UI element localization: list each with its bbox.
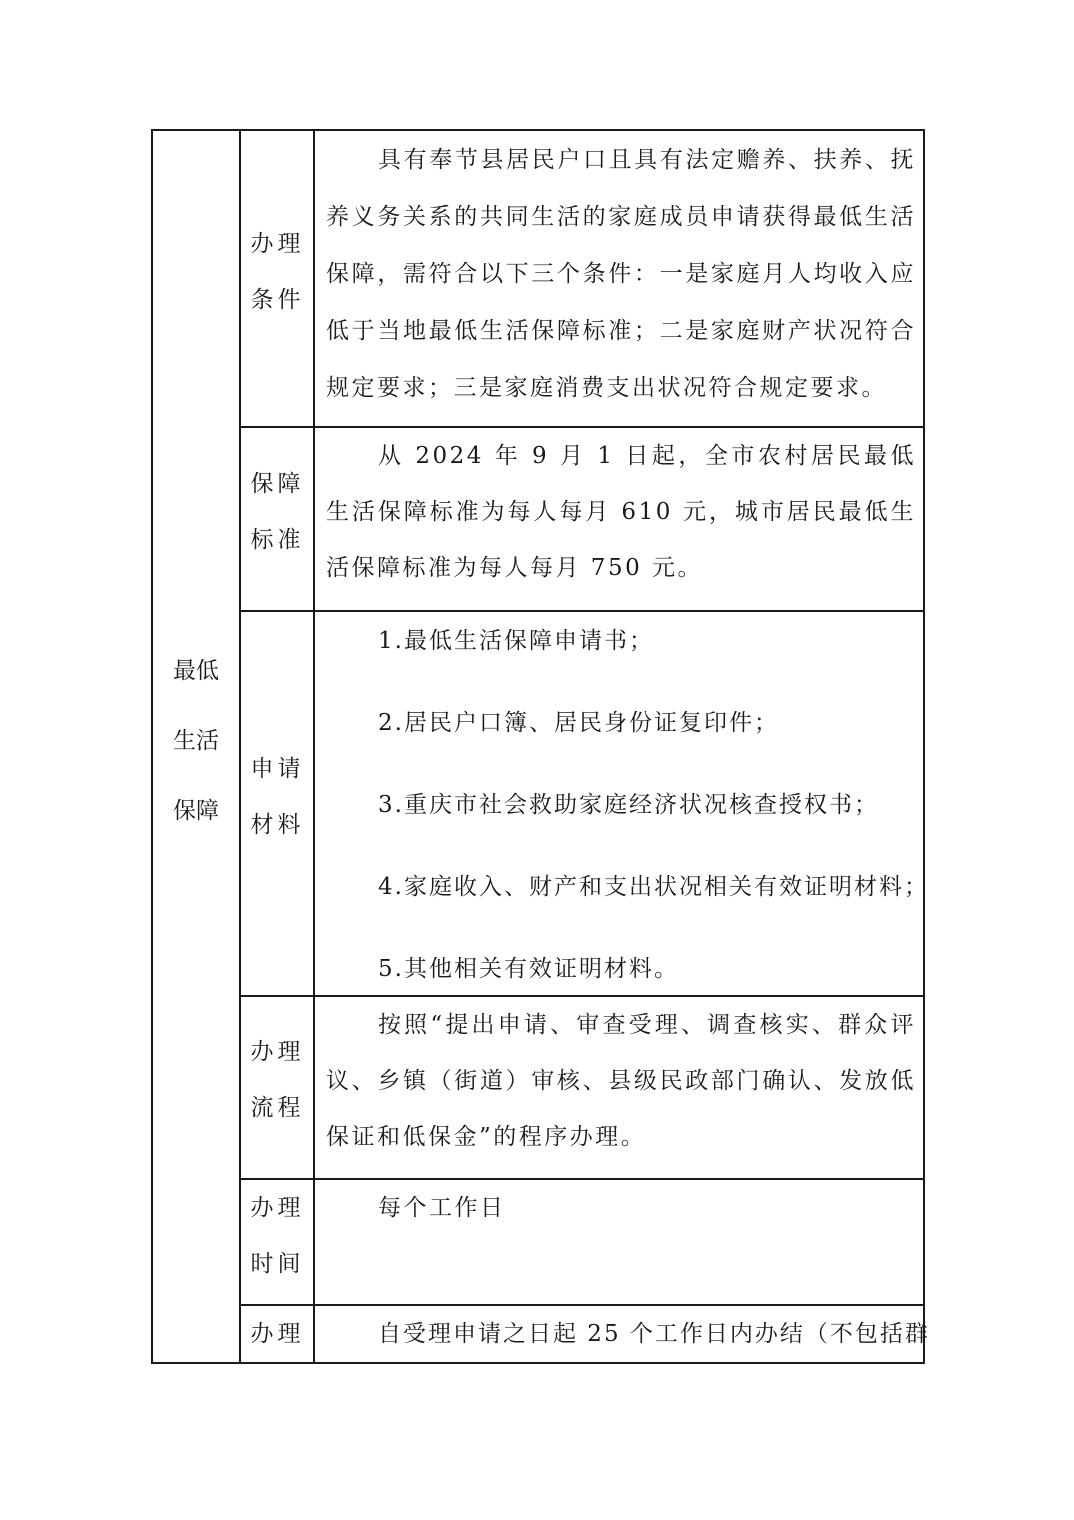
row-label-time [241, 1180, 314, 1292]
time-text [326, 1180, 916, 1236]
category-label-line: 最低 [173, 658, 219, 684]
row-label-limit [241, 1306, 314, 1362]
table-border-bottom [151, 1362, 925, 1364]
row-label-line: 流程 [250, 1095, 305, 1121]
category-label-line: 保障 [173, 798, 219, 824]
row-label-line: 时间 [250, 1251, 305, 1277]
category-label [152, 636, 240, 846]
process-text [326, 997, 916, 1165]
row-label-line: 标准 [250, 527, 305, 553]
row-label-conditions [241, 216, 314, 328]
conditions-text [326, 132, 916, 417]
process-paragraph: 按照“提出申请、审查受理、调查核实、群众评议、乡镇（街道）审核、县级民政部门确认、发放低保证和低保金”的程序办理。 [326, 1012, 916, 1150]
table-border-top [151, 129, 925, 131]
limit-paragraph: 自受理申请之日起 25 个工作日内办结（不包括群 [378, 1321, 930, 1347]
row-label-line: 办理 [250, 231, 305, 257]
row-label-line: 申请 [250, 756, 305, 782]
standard-text [326, 428, 916, 596]
list-item: 2.居民户口簿、居民身份证复印件； [378, 710, 779, 736]
category-label-line: 生活 [173, 728, 219, 754]
conditions-paragraph: 具有奉节县居民户口且具有法定赡养、扶养、抚养义务关系的共同生活的家庭成员申请获得最低生活保障，需符合以下三个条件：一是家庭月人均收入应低于当地最低生活保障标准；二是家庭财产状况符合规定要求；三是家庭消费支出状况符合规定要求。 [326, 147, 916, 401]
row-label-line: 办理 [250, 1321, 305, 1347]
row-label-standard [241, 456, 314, 568]
list-item: 1.最低生活保障申请书； [378, 628, 654, 654]
row-label-line: 办理 [250, 1039, 305, 1065]
row-label-line: 办理 [250, 1195, 305, 1221]
row-label-materials [241, 741, 314, 853]
standard-paragraph: 从 2024 年 9 月 1 日起，全市农村居民最低生活保障标准为每人每月 610 元，城市居民最低生活保障标准为每人每月 750 元。 [326, 443, 916, 581]
time-paragraph: 每个工作日 [378, 1195, 506, 1221]
row-label-process [241, 1024, 314, 1136]
list-item: 5.其他相关有效证明材料。 [378, 956, 679, 982]
table-row-divider [239, 610, 925, 612]
list-item: 4.家庭收入、财产和支出状况相关有效证明材料； [378, 874, 929, 900]
list-item: 3.重庆市社会救助家庭经济状况核查授权书； [378, 792, 879, 818]
row-label-line: 材料 [250, 812, 305, 838]
row-label-line: 条件 [250, 287, 305, 313]
limit-text [326, 1306, 930, 1362]
row-label-line: 保障 [250, 471, 305, 497]
